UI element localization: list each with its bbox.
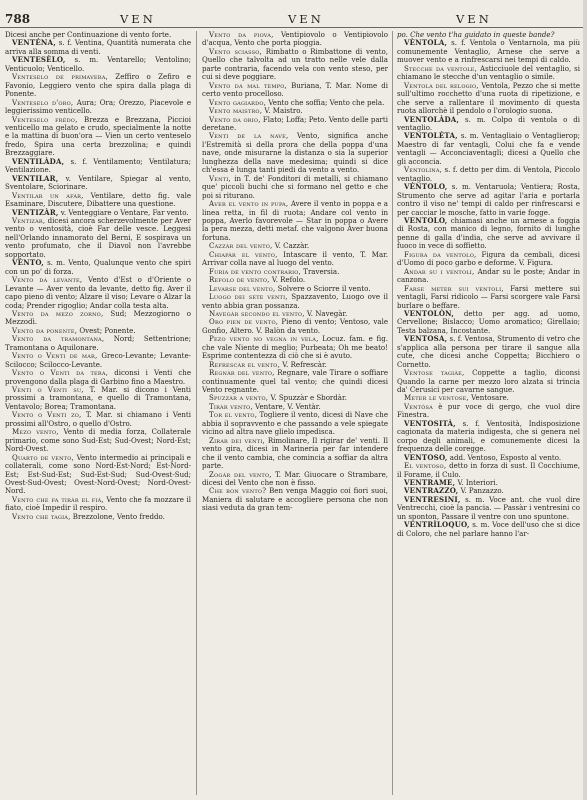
entry-phrase: Pezo vento no vegna in vela,	[209, 334, 319, 344]
dictionary-entry	[5, 513, 191, 521]
entry-definition: s. m. Ventagliaio o Ventaglierop; Maestro di far ventagli, Colui che fa e vende ventagli — Acconciaventagli; dicesi a Quello che gli acconcia.	[397, 131, 580, 166]
entry-definition: Vento d'Est o d'Oriente o Levante — Aver vento da levante, detto fig. Aver il capo pieno di vento; Alzare il viso; Levare o Alzar la coda; Prender rigoglio; Andar colla testa alta.	[5, 275, 191, 310]
dictionary-entry	[5, 56, 191, 73]
entry-definition: Vento di media forza, Collaterale primario, come sono Sud-Est; Sud-Ovest; Nord-Est; Nord-Ovest.	[5, 427, 191, 454]
dictionary-entry	[5, 259, 191, 276]
entry-definition: Sud; Mezzogiorno o Mezzodì.	[5, 308, 191, 327]
entry-phrase: Vento da piova,	[209, 31, 274, 39]
entry-phrase: Ventose tagiàe,	[404, 368, 465, 378]
dictionary-entry	[397, 310, 580, 335]
page-number: 788	[5, 12, 31, 26]
entry-phrase: Quarto de vento,	[12, 452, 74, 462]
dictionary-entry	[397, 39, 580, 64]
text-column-right	[397, 31, 580, 795]
entry-definition: Andar su le poste; Andar in canzona.	[397, 266, 580, 285]
entry-definition: V. Maistro.	[262, 106, 303, 116]
entry-phrase: Ventolina,	[404, 165, 443, 175]
entry-definition: s. f. Ventina, Quantità numerata che arriva alla somma di venti.	[5, 38, 191, 56]
entry-definition: v. Ventilare, Spiegar al vento, Sventolare, Sciorinare.	[5, 173, 191, 192]
dictionary-entry	[5, 428, 191, 453]
entry-phrase: Zirar dei venti,	[209, 435, 265, 445]
entry-phrase: Vento che fa tiràr el fià,	[12, 494, 104, 504]
entry-definition: Vento, significa anche l'Estremità si della prora che della poppa d'una nave, onde misurarne la distanza o sia la superior lunghezza della nave medesima; quindi si dice ch'essa è lunga tanti piedi da vento a vento.	[202, 131, 388, 175]
entry-definition: V. Refrescàr.	[280, 359, 327, 369]
entry-definition: Aura; Ora; Orezzo, Piacevole e leggierissimo venticello.	[5, 97, 191, 116]
dictionary-entry	[202, 116, 388, 133]
entry-definition: s. m. Colpo di ventola o di ventaglio.	[397, 114, 580, 132]
entry-definition: Avere il vento in poppa e a linea retta, in fil di ruota; Andare col vento in poppa, Averlo favorevole — Star in poppa o Avere la pera mezza, detti metaf. che valgono Aver buona fortuna.	[202, 199, 388, 242]
entry-definition: detto per agg. ad uomo, Cervellone; Bislacco; Uomo aromatico; Girellaio; Testa balzana, Incostante.	[397, 308, 580, 335]
running-head-center: VEN	[288, 12, 324, 26]
entry-headword: VENTOLÒN,	[404, 308, 454, 318]
dictionary-entry	[5, 39, 191, 56]
entry-definition: è pur voce di gergo, che vuol dire Finestra.	[397, 401, 580, 420]
entry-phrase: El ventoso,	[404, 461, 447, 471]
entry-definition: s. m. Voce dell'uso che si dice di Coloro, che nel parlare hanno l'ar-	[397, 520, 580, 538]
entry-phrase: Furia de vento contrario,	[209, 266, 301, 276]
entry-definition: s. f. Ventilamento; Ventilatura; Ventilazione.	[5, 156, 191, 175]
entry-phrase: Refolo de vento,	[209, 275, 270, 285]
dictionary-entry	[202, 335, 388, 360]
dictionary-entry	[397, 335, 580, 369]
entry-headword: VENTOSO,	[404, 452, 448, 462]
entry-phrase: Andar su i ventoli,	[404, 266, 475, 276]
dictionary-entry	[397, 217, 580, 251]
entry-definition: s. f. Ventola o Ventarnola, ma più comunemente Ventaglio, Arnese che serve a muover vento e a rinfrescarsi nei tempi di caldo.	[397, 38, 580, 65]
entry-headword: VENTOLÀDA,	[404, 114, 460, 124]
dictionary-entry	[397, 420, 580, 454]
dictionary-entry	[202, 200, 388, 242]
entry-definition: Locuz. fam. e fig. che vale Niente di meglio; Purbeata; Oh me beato! Esprime contentezza di ciò che si è avuto.	[202, 334, 388, 361]
entry-phrase: Vento maistro,	[209, 106, 263, 116]
dictionary-entry	[202, 251, 388, 268]
dictionary-entry	[202, 437, 388, 471]
entry-headword: VENTRAZZO,	[404, 486, 459, 496]
entry-definition: Intascare il vento, T. Mar. Arrivar colla nave al luogo del vento.	[202, 249, 388, 268]
dictionary-entry	[202, 132, 388, 174]
entry-phrase: Vento gagiardo,	[209, 97, 267, 107]
dictionary-entry	[5, 496, 191, 513]
entry-definition: Togliere il vento, dicesi di Nave che abbia il sopravvento e che passando a vele spiegate vicino ad altra nave glielo impedisca.	[202, 410, 388, 437]
dictionary-entry	[5, 192, 191, 209]
entry-definition: Vento intermedio ai principali e collaterali, come sono Nord-Est-Nord; Est-Nord-Est; Est-Sud-Est; Sud-Est-Sud; Sud-Ovest-Sud; Ovest-Sud-Ovest; Ovest-Nord-Ovest; Nord-Ovest-Nord.	[5, 452, 191, 496]
entry-definition: po. Che vento t'ha guidato in queste bande?	[397, 31, 555, 39]
entry-phrase: Cazzàr del vento,	[209, 241, 273, 251]
entry-phrase: Ventizàr,	[12, 215, 46, 225]
dictionary-entry	[202, 369, 388, 394]
entry-definition: Vento che fa mozzare il fiato, cioè Impedir il respiro.	[5, 494, 191, 513]
entry-definition: Rimbatto o Rimbattone di vento, Quello che talvolta ad un tratto nelle vele dalla parte contraria, facendo vela con vento steso, per cui si deve poggiare.	[202, 46, 388, 82]
entry-headword: VENTOLO,	[404, 215, 448, 225]
entry-phrase: Chiapàr el vento,	[209, 249, 278, 259]
entry-phrase: Vento da ponente,	[12, 325, 78, 335]
entry-definition: s. f. Ventosa, Strumento di vetro che s'applica alla persona per tirare il sangue alla cute, che dicesi anche Coppetta; Bicchiero o Cornetto.	[397, 334, 580, 369]
text-column-center	[202, 31, 388, 795]
entry-definition: Pieno di vento; Ventoso, vale Gonfio, Altero. V. Balòn da vento.	[202, 317, 388, 335]
entry-definition: Regnare, vale Tirare o soffiare continuamente quel tal vento; che quindi dicesi Vento regnante.	[202, 368, 388, 395]
entry-definition: Ventilare, detto fig. vale Esaminare, Discutere, Dibattere una questione.	[5, 190, 191, 209]
entry-definition: Ovest; Ponente.	[77, 325, 136, 335]
entry-phrase: Ventilar un afàr,	[12, 190, 84, 200]
dictionary-entry	[5, 454, 191, 496]
entry-definition: Asticciuole del ventaglio, si chiamano le stecche d'un ventaglio o simile.	[397, 63, 580, 82]
dictionary-entry	[202, 48, 388, 82]
entry-definition: Ventola, Pezzo che si mette sull'ultimo rocchetto d'una ruota di ripetizione, e che serve a rallentare il movimento di questa ruota allorchè il pendolo o l'orologio suona.	[397, 80, 580, 116]
entry-definition: Brezzolone, Vento freddo.	[70, 511, 165, 521]
dictionary-entry	[202, 175, 388, 200]
entry-headword: VENTRAME,	[404, 478, 456, 488]
entry-headword: VENTILÀDA,	[12, 156, 65, 166]
entry-phrase: Vento da mal tempo,	[209, 80, 288, 90]
entry-phrase: Ventòsa	[404, 401, 433, 411]
dictionary-entry	[5, 116, 191, 158]
entry-phrase: Spuzzàr a vento,	[209, 393, 269, 403]
entry-phrase: Vento che tagia,	[12, 511, 71, 521]
entry-definition: Greco-Levante; Levante-Scilocco; Scilocco-Levante.	[5, 351, 191, 369]
entry-phrase: Venti o Venti su,	[12, 385, 84, 395]
entry-definition: V. Refolo.	[269, 275, 306, 285]
entry-phrase: Venteselo de primavera,	[12, 72, 108, 82]
dictionary-entry	[397, 65, 580, 82]
dictionary-entry	[397, 251, 580, 268]
entry-definition: Coppette a taglio, diconsi Quando la carne per mezzo loro alzata si trincia da' Cerusici per cavarne sangue.	[397, 368, 580, 395]
entry-definition: T. Mar. Giuocare o Strambare, dicesi del Vento che non è fisso.	[202, 469, 388, 488]
entry-definition: detto in forza di sust. Il Cocchiume, il Forame, il Culo.	[397, 461, 580, 479]
entry-phrase: Meter le ventose,	[404, 393, 469, 403]
running-head-right: VEN	[456, 12, 492, 26]
entry-phrase: Vento o Venti de mar,	[12, 351, 98, 361]
entry-phrase: Venti de la nave,	[209, 131, 289, 141]
entry-definition: Flato; Loffa; Peto. Vento delle parti deretane.	[202, 114, 388, 132]
entry-definition: Farsi mettere sui ventagli, Farsi ridicolo — Farsi scorgere vale Farsi burlare o beffare.	[397, 283, 580, 310]
entry-headword: VÈNTO,	[12, 258, 44, 268]
dictionary-entry	[5, 158, 191, 175]
entry-definition: Ventipiovolo o Ventipiovolo d'acqua, Vento che porta pioggia.	[202, 31, 388, 48]
entry-headword: VENTESÈLO,	[12, 55, 66, 65]
entry-definition: v. Venteggiare o Ventare, Far vento.	[58, 207, 189, 217]
entry-headword: VENTÉNA,	[12, 38, 56, 48]
dictionary-entry	[397, 403, 580, 420]
entry-phrase: Vento da mezo zorno,	[12, 308, 104, 318]
dictionary-entry	[202, 31, 388, 48]
entry-phrase: Stecche da ventole,	[404, 63, 478, 73]
dictionary-entry	[5, 386, 191, 411]
column-divider	[392, 31, 393, 795]
dictionary-entry	[202, 487, 388, 512]
dictionary-entry	[397, 462, 580, 479]
dictionary-entry	[5, 411, 191, 428]
column-divider	[196, 31, 197, 795]
entry-definition: V. Panzazzo.	[458, 486, 504, 496]
entry-definition: diconsi i Venti che provengono dalla plaga di Garbino fino a Maestro.	[5, 368, 191, 386]
dictionary-entry	[202, 411, 388, 436]
entry-definition: Buriana, T. Mar. Nome di certo vento procelloso.	[202, 80, 388, 99]
entry-definition: s. f. Ventosità, Indisposizione cagionata da materia indigesta, che si genera nel corpo degli animali, e comunemente dicesi la frequenza delle coregge.	[397, 418, 580, 454]
dictionary-entry	[202, 318, 388, 335]
text-column-left	[5, 31, 191, 795]
entry-phrase: Tiràr vento,	[209, 401, 253, 411]
dictionary-entry	[202, 82, 388, 99]
entry-definition: Vento che soffia; Vento che pela.	[266, 97, 385, 107]
entry-phrase: Figura da ventolo,	[404, 249, 477, 259]
entry-definition: dicesi ancora scherzevolmente per Aver vento o ventosità, cioè Far delle vesce. Leggesi nell'Orlando innamorato del Berni, E sospirava un vento profumato, che il Diavol non l'avrebbe sopportato.	[5, 215, 191, 259]
entry-phrase: Mezo vento,	[12, 427, 59, 437]
entry-definition: chiamasi anche un arnese a foggia di Rosta, con manico di legno, fornito di lunghe penne di galla d'india, che serve ad avvivare il fuoco in vece di soffietto.	[397, 215, 580, 251]
entry-definition: V. Cazzàr.	[272, 241, 310, 251]
dictionary-entry	[397, 285, 580, 310]
dictionary-entry	[397, 183, 580, 217]
entry-definition: s. m. Vento, Qualunque vento che spiri con un po' di forza.	[5, 258, 191, 276]
entry-definition: V. Interiori.	[455, 478, 498, 488]
entry-phrase: Vento o Venti da tera,	[12, 368, 109, 378]
header-rule	[0, 27, 587, 28]
dictionary-entry	[397, 166, 580, 183]
running-head-left: VEN	[120, 12, 156, 26]
dictionary-entry	[397, 116, 580, 133]
entry-headword: VENTILAR,	[12, 173, 59, 183]
entry-phrase: Aver el vento in pupa,	[209, 199, 289, 209]
dictionary-entry	[397, 521, 580, 538]
entry-phrase: Luogo dei sete venti,	[209, 292, 288, 302]
entry-definition: Ventare, V. Ventàr.	[252, 401, 321, 411]
entry-phrase: Refrescàr el vento,	[209, 359, 281, 369]
entry-definition: Ben venga Maggio coi fiori suoi, Maniera di salutare e accogliere persona che non siasi veduta da gran tem-	[202, 486, 388, 513]
entry-phrase: Vento da tramontana,	[12, 334, 105, 344]
dictionary-entry	[397, 496, 580, 521]
entry-phrase: Venti,	[209, 173, 231, 183]
entry-definition: Zeffiro o Zefiro e Favonio, Leggiero vento che spira dalla plaga di Ponente.	[5, 72, 191, 99]
entry-definition: Spazzavento, Luogo ove il vento abbia gran possanza.	[202, 292, 388, 310]
entry-headword: VENTIZÀR,	[12, 207, 59, 217]
entry-definition: T. Mar. si dicono i Venti prossimi a tramontana, e quello di Tramontana, Ventavolo; Borea; Tramontana.	[5, 385, 191, 411]
dictionary-entry	[5, 352, 191, 369]
entry-definition: Nord; Settentrione; Tramontana o Aquilonare.	[5, 334, 191, 352]
entry-headword: VENTRÌLOQUO,	[404, 520, 470, 530]
entry-definition: V. Spuzzàr e Sbordàr.	[268, 393, 347, 403]
dictionary-entry	[202, 293, 388, 310]
dictionary-entry	[397, 369, 580, 394]
entry-definition: Traversia.	[301, 266, 340, 276]
entry-definition: Figura da cembali, dicesi d'Uomo di poco garbo e deforme. V. Figura.	[397, 249, 580, 268]
entry-definition: in T. de' Fonditori di metalli, si chiamano que' piccoli buchi che si formano nel getto e che poi si riturano.	[202, 173, 388, 200]
entry-definition: Ventosare.	[468, 393, 509, 403]
entry-phrase: Vento da orio,	[209, 114, 261, 124]
dictionary-entry	[5, 99, 191, 116]
dictionary-entry	[5, 369, 191, 386]
entry-headword: VÉNTOLO,	[404, 182, 448, 192]
entry-phrase: Navegàr secondo el vento,	[209, 308, 305, 318]
dictionary-entry	[397, 268, 580, 285]
entry-phrase: Levarse del vento,	[209, 283, 276, 293]
entry-phrase: Regnàr del vento,	[209, 368, 275, 378]
dictionary-entry	[397, 132, 580, 166]
entry-definition: Dicesi anche per Continuazione di vento forte.	[5, 31, 172, 39]
dictionary-entry	[5, 217, 191, 259]
entry-definition: T. Mar. si chiamano i Venti prossimi all'Ostro, o quello d'Ostro.	[5, 410, 191, 428]
entry-headword: VENTOSITÀ,	[404, 418, 456, 428]
entry-phrase: Venteselo frèdo,	[12, 114, 78, 124]
dictionary-entry	[5, 335, 191, 352]
entry-definition: Rimolinare, Il rigirar de' venti. Il vento gira, dicesi in Marineria per far intendere che il vento cambia, che comincia a soffiar da altra parte.	[202, 435, 388, 471]
entry-definition: s. f. detto per dim. di Ventola, Piccolo ventaglio.	[397, 165, 580, 183]
entry-phrase: Tor el vento,	[209, 410, 258, 420]
entry-headword: VENTOSA,	[404, 334, 448, 344]
entry-phrase: Oro pien de vento,	[209, 317, 279, 327]
entry-phrase: Ventola del relogio,	[404, 80, 479, 90]
entry-definition: s. m. Ventarello; Ventolino; Venticuolo; Venticello.	[5, 55, 191, 73]
entry-phrase: Zogàr del vento,	[209, 469, 272, 479]
dictionary-entry	[202, 471, 388, 488]
entry-phrase: Vento da levante,	[12, 275, 83, 285]
entry-phrase: Farse meter sui ventoli,	[404, 283, 504, 293]
entry-definition: s. m. Voce ant. che vuol dire Ventrecchi, cioè la pancia. — Passàr i ventresini co un sponton, Passare il ventre con uno spuntone.	[397, 494, 580, 521]
entry-definition: s. m. Ventaruola; Ventiera; Rosta, Strumento che serve ad agitar l'aria e portarla contro il viso ne' tempi di caldo per rinfrescarsi e per cacciar le mosche, fatto in varie fogge.	[397, 182, 580, 217]
dictionary-entry	[5, 310, 191, 327]
page-edge	[583, 0, 587, 800]
entry-phrase: Vento o Venti zo,	[12, 410, 82, 420]
dictionary-entry	[5, 276, 191, 310]
entry-definition: Solvere o Sciorre il vento.	[275, 283, 371, 293]
entry-phrase: Che bon vento?	[209, 486, 267, 496]
entry-headword: VÈNTOLA,	[404, 38, 448, 48]
entry-definition: Brezza e Brezzana, Piccioi venticello ma gelato e crudo, specialmente la notte e la mattina di buon'ora — Vien un certo venteselo fredo, Spira una certa brezzolina; e quindi Brezzaggiare.	[5, 114, 191, 158]
entry-definition: add. Ventoso, Esposto al vento.	[447, 452, 562, 462]
entry-phrase: Vento sciasso,	[209, 46, 262, 56]
entry-phrase: Venteselo d'oro,	[12, 97, 74, 107]
entry-definition: V. Navegàr.	[304, 308, 348, 318]
dictionary-entry	[5, 175, 191, 192]
entry-headword: VENTOLÉTA,	[404, 131, 458, 141]
dictionary-entry	[397, 82, 580, 116]
entry-headword: VENTRESINI,	[404, 494, 461, 504]
dictionary-entry	[5, 73, 191, 98]
